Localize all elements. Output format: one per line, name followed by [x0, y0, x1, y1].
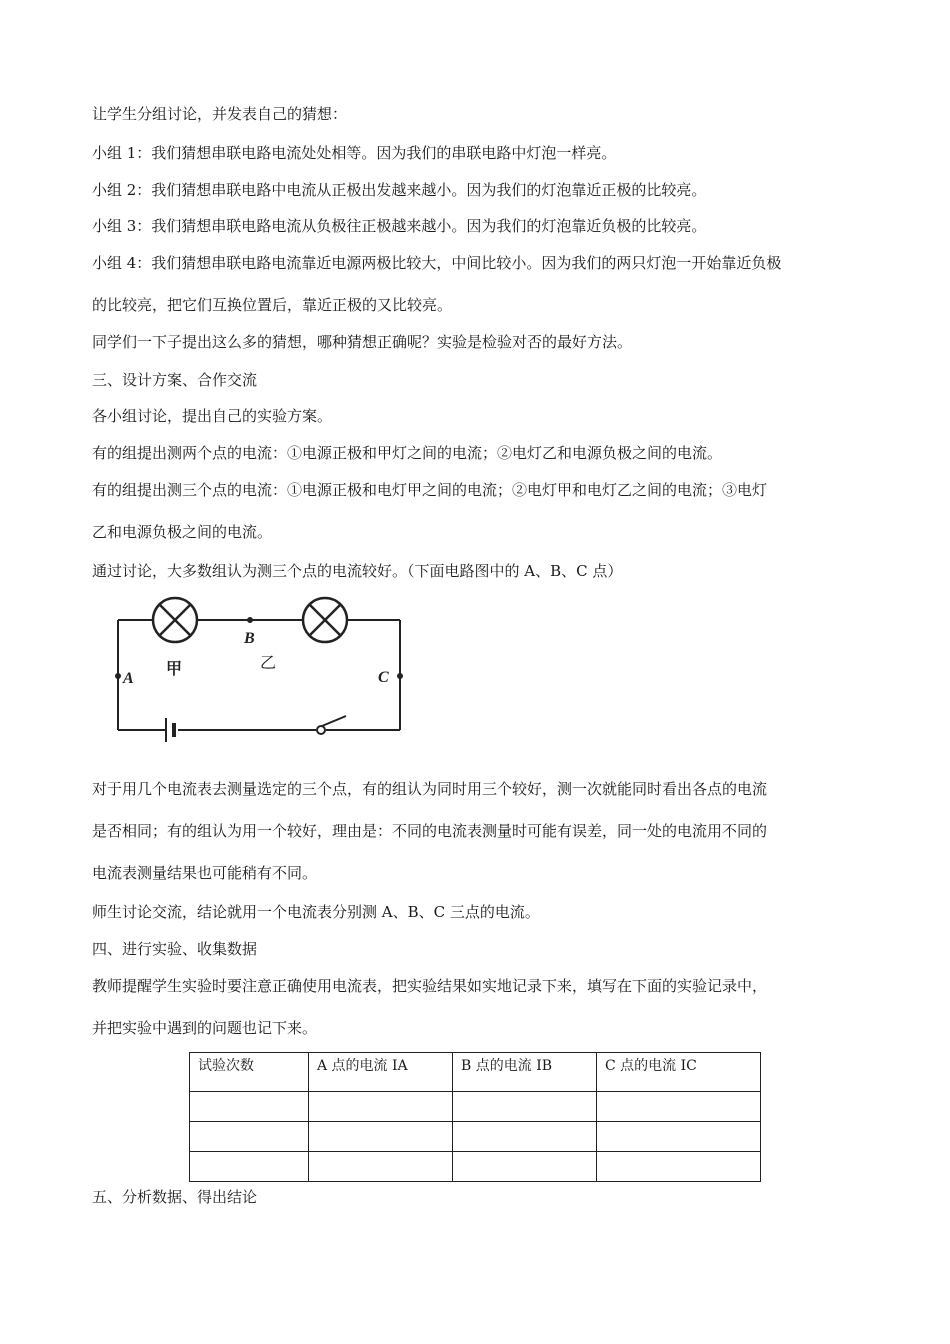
label-b: B [244, 630, 255, 647]
lamp-jia-label: 甲 [166, 659, 183, 678]
paragraph: 各小组讨论，提出自己的实验方案。 [92, 407, 333, 425]
table-header-cell: B 点的电流 IB [453, 1053, 597, 1092]
table-row [190, 1152, 761, 1182]
section-heading: 三、设计方案、合作交流 [92, 371, 258, 389]
table-cell [190, 1122, 309, 1152]
point-c-dot [397, 673, 403, 679]
paragraph: 电流表测量结果也可能稍有不同。 [92, 864, 318, 882]
paragraph: 小组 2：我们猜想串联电路中电流从正极出发越来越小。因为我们的灯泡靠近正极的比较亮。 [92, 181, 707, 199]
paragraph: 小组 3：我们猜想串联电路电流从负极往正极越来越小。因为我们的灯泡靠近负极的比较亮。 [92, 217, 707, 235]
table-header-row [190, 1053, 761, 1092]
table-cell [309, 1092, 453, 1122]
label-a: A [123, 670, 134, 687]
table-cell [190, 1092, 309, 1122]
section-heading: 五、分析数据、得出结论 [92, 1188, 258, 1206]
series-circuit-diagram [110, 592, 420, 762]
table-header-cell: A 点的电流 IA [309, 1053, 453, 1092]
switch-icon [317, 726, 325, 734]
table-cell [597, 1122, 761, 1152]
table-cell [309, 1122, 453, 1152]
table-row [190, 1122, 761, 1152]
table-cell [597, 1092, 761, 1122]
battery-icon [166, 718, 174, 742]
table-cell [190, 1152, 309, 1182]
paragraph: 师生讨论交流，结论就用一个电流表分别测 A、B、C 三点的电流。 [92, 903, 540, 921]
paragraph: 乙和电源负极之间的电流。 [92, 523, 273, 541]
section-heading: 四、进行实验、收集数据 [92, 940, 258, 958]
table-cell [597, 1152, 761, 1182]
paragraph: 是否相同；有的组认为用一个较好，理由是：不同的电流表测量时可能有误差，同一处的电流用不同的 [92, 822, 768, 840]
paragraph: 让学生分组讨论，并发表自己的猜想： [92, 105, 348, 123]
paragraph: 同学们一下子提出这么多的猜想，哪种猜想正确呢？实验是检验对否的最好方法。 [92, 333, 633, 351]
experiment-record-table [189, 1052, 761, 1182]
table-cell [453, 1092, 597, 1122]
lamp-jia-icon [153, 598, 197, 642]
table-row [190, 1092, 761, 1122]
label-c: C [378, 669, 389, 686]
paragraph: 对于用几个电流表去测量选定的三个点，有的组认为同时用三个较好，测一次就能同时看出各点的电流 [92, 780, 768, 798]
paragraph: 有的组提出测三个点的电流：①电源正极和电灯甲之间的电流；②电灯甲和电灯乙之间的电流；③电灯 [92, 481, 768, 499]
paragraph: 通过讨论，大多数组认为测三个点的电流较好。（下面电路图中的 A、B、C 点） [92, 562, 623, 580]
table-header-cell: C 点的电流 IC [597, 1053, 761, 1092]
paragraph: 并把实验中遇到的问题也记下来。 [92, 1019, 318, 1037]
lamp-yi-label: 乙 [260, 653, 277, 672]
point-a-dot [115, 673, 121, 679]
paragraph: 的比较亮，把它们互换位置后，靠近正极的又比较亮。 [92, 296, 453, 314]
paragraph: 有的组提出测两个点的电流：①电源正极和甲灯之间的电流；②电灯乙和电源负极之间的电流。 [92, 444, 723, 462]
table-cell [309, 1152, 453, 1182]
table-header-cell: 试验次数 [190, 1053, 309, 1092]
table-cell [453, 1122, 597, 1152]
lamp-yi-icon [303, 598, 347, 642]
paragraph: 小组 1：我们猜想串联电路电流处处相等。因为我们的串联电路中灯泡一样亮。 [92, 144, 617, 162]
table-cell [453, 1152, 597, 1182]
paragraph: 小组 4：我们猜想串联电路电流靠近电源两极比较大，中间比较小。因为我们的两只灯泡一开始靠近负极 [92, 254, 782, 272]
point-b-dot [247, 617, 253, 623]
paragraph: 教师提醒学生实验时要注意正确使用电流表，把实验结果如实地记录下来，填写在下面的实验记录中， [92, 977, 768, 995]
